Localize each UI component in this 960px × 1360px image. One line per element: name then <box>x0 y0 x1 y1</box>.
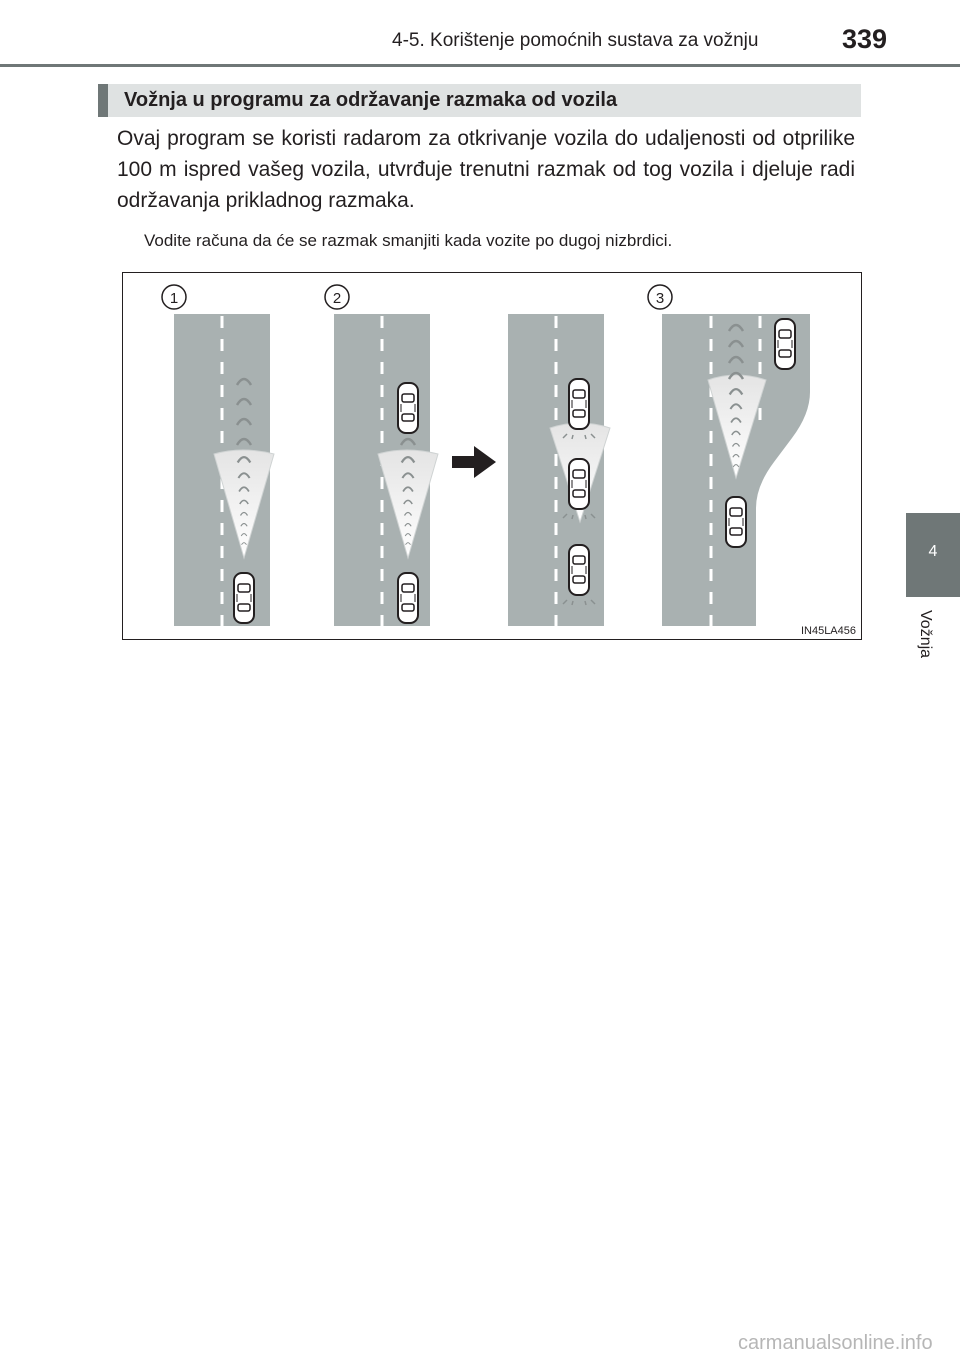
scenario-2-cut-in <box>508 314 610 626</box>
chapter-tab <box>906 513 960 597</box>
own-vehicle <box>569 545 589 595</box>
note-text: Vodite računa da će se razmak smanjiti kada vozite po dugoj nizbrdici. <box>144 231 673 250</box>
departing-vehicle <box>775 319 795 369</box>
preceding-vehicle <box>569 379 589 429</box>
section-heading-bar <box>98 84 861 117</box>
header-rule <box>0 64 960 67</box>
cut-in-vehicle <box>569 459 589 509</box>
svg-text:1: 1 <box>169 290 179 307</box>
distance-control-figure <box>122 272 862 640</box>
scenario-2 <box>325 285 438 626</box>
own-vehicle <box>234 573 254 623</box>
watermark: carmanualsonline.info <box>738 1332 933 1354</box>
figure-code: IN45LA456 <box>800 625 856 637</box>
section-title: Vožnja u programu za održavanje razmaka od vozila <box>124 89 618 111</box>
scenario-1 <box>162 285 274 626</box>
page-number: 339 <box>842 24 888 54</box>
own-vehicle <box>398 573 418 623</box>
preceding-vehicle <box>398 383 418 433</box>
svg-text:3: 3 <box>655 290 665 307</box>
chapter-label: Vožnja <box>917 610 934 659</box>
running-header: 4-5. Korištenje pomoćnih sustava za vožnju <box>392 30 759 51</box>
scenario-label-1 <box>162 285 186 309</box>
own-vehicle <box>726 497 746 547</box>
scenario-label-3 <box>648 285 672 309</box>
svg-text:2: 2 <box>332 290 342 307</box>
body-paragraph: Ovaj program se koristi radarom za otkrivanje vozila do udaljenosti od otprilike 100 m ispred vašeg vozila, utvrđuje trenutni razmak od tog vozila i djeluje radi održavanja prikladnog razmaka. <box>117 127 855 212</box>
scenario-label-2 <box>325 285 349 309</box>
chapter-number: 4 <box>928 543 938 560</box>
